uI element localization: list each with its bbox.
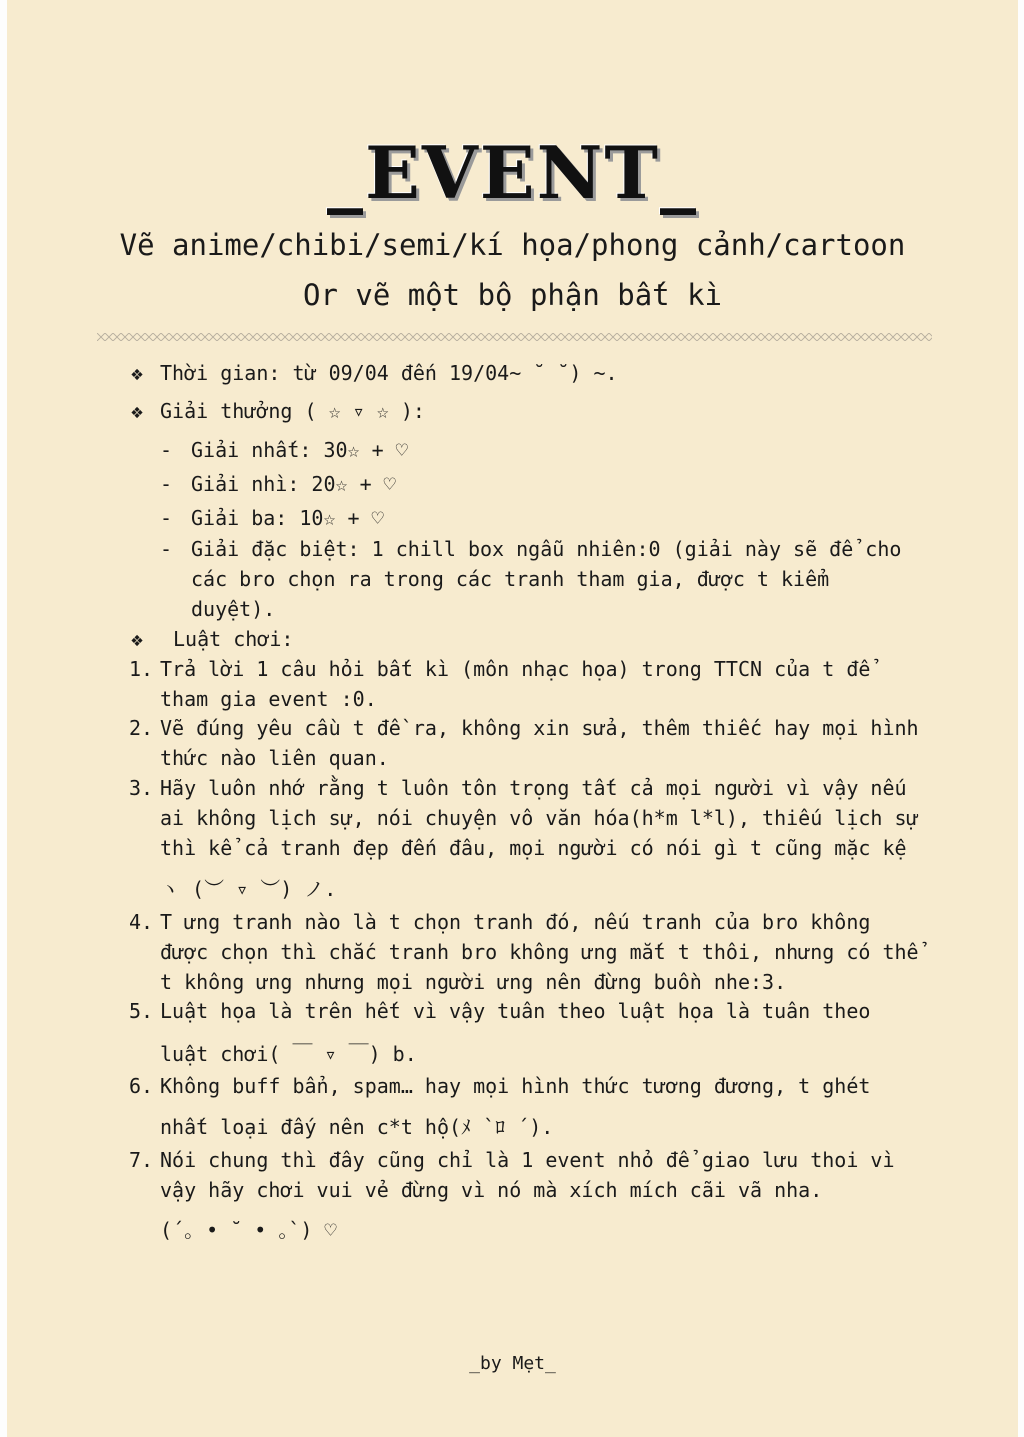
rule-line: luật chơi( ￣ ▿ ￣) b. [160,1042,417,1066]
prize-item-continued: duyệt). [191,597,276,621]
rule-number: 3. [129,776,154,800]
diamond-bullet-icon: ❖ [131,361,144,385]
rule-number: 4. [129,910,154,934]
prize-item-continued: các bro chọn ra trong các tranh tham gia, được t kiểm [191,567,830,591]
subtitle-line-1: Vẽ anime/chibi/semi/kí họa/phong cảnh/cartoon [119,228,906,262]
dash-marker: - [160,438,173,462]
rule-line: ai không lịch sự, nói chuyện vô văn hóa(h*m l*l), thiếu lịch sự [160,806,919,830]
dash-marker: - [160,472,173,496]
rules-header: Luật chơi: [173,627,294,651]
diamond-bullet-icon: ❖ [131,399,144,423]
rule-line: Hãy luôn nhớ rằng t luôn tôn trọng tất cả mọi người vì vậy nếu [160,776,907,800]
rule-line: nhất loại đấy nên c*t hộ(ﾒ `ﾛ ´). [160,1115,554,1139]
rule-number: 6. [129,1074,154,1098]
rule-line: Vẽ đúng yêu cầu t đề ra, không xin sửa, thêm thiếc hay mọi hình [160,716,919,740]
dash-marker: - [160,506,173,530]
prize-item: Giải ba: 10☆ + ♡ [191,506,384,530]
rule-line: Nói chung thì đây cũng chỉ là 1 event nhỏ để giao lưu thoi vì [160,1148,895,1172]
rule-line: được chọn thì chắc tranh bro không ưng mắt t thôi, nhưng có thể [160,940,919,964]
rule-line: vậy hãy chơi vui vẻ đừng vì nó mà xích mích cãi vã nha. [160,1178,823,1202]
prize-item: Giải đặc biệt: 1 chill box ngẫu nhiên:0 (giải này sẽ để cho [191,537,902,561]
rule-number: 2. [129,716,154,740]
rule-line: (´｡ • ˘ • ｡`) ♡ [160,1218,337,1242]
prize-header: Giải thưởng ( ☆ ▿ ☆ ): [160,399,425,423]
author-byline: _by Mẹt_ [469,1353,556,1374]
prize-item: Giải nhì: 20☆ + ♡ [191,472,396,496]
rule-line: Luật họa là trên hết vì vậy tuân theo luật họa là tuân theo [160,999,871,1023]
rule-line: T ưng tranh nào là t chọn tranh đó, nếu tranh của bro không [160,910,871,934]
dash-marker: - [160,537,173,561]
prize-item: Giải nhất: 30☆ + ♡ [191,438,408,462]
diamond-bullet-icon: ❖ [131,627,144,651]
rule-line: ヽ (︶ ▿ ︶) ノ. [160,877,337,901]
rule-number: 5. [129,999,154,1023]
rule-line: t không ưng nhưng mọi người ưng nên đừng buồn nhe:3. [160,970,787,994]
time-line: Thời gian: từ 09/04 đến 19/04~ ˘ ˘) ~. [160,361,618,385]
document-page [7,0,1018,1437]
rule-number: 7. [129,1148,154,1172]
rule-number: 1. [129,657,154,681]
zigzag-divider [97,333,932,341]
rule-line: Không buff bẩn, spam… hay mọi hình thức tương đương, t ghét [160,1074,871,1098]
subtitle-line-2: Or vẽ một bộ phận bất kì [302,278,723,312]
rule-line: thức nào liên quan. [160,746,389,770]
rule-line: tham gia event :0. [160,687,377,711]
rule-line: Trả lời 1 câu hỏi bất kì (môn nhạc họa) trong TTCN của t để [160,657,871,681]
rule-line: thì kể cả tranh đẹp đến đâu, mọi người có nói gì t cũng mặc kệ [160,836,907,860]
page-title: _EVENT_ [326,130,698,215]
